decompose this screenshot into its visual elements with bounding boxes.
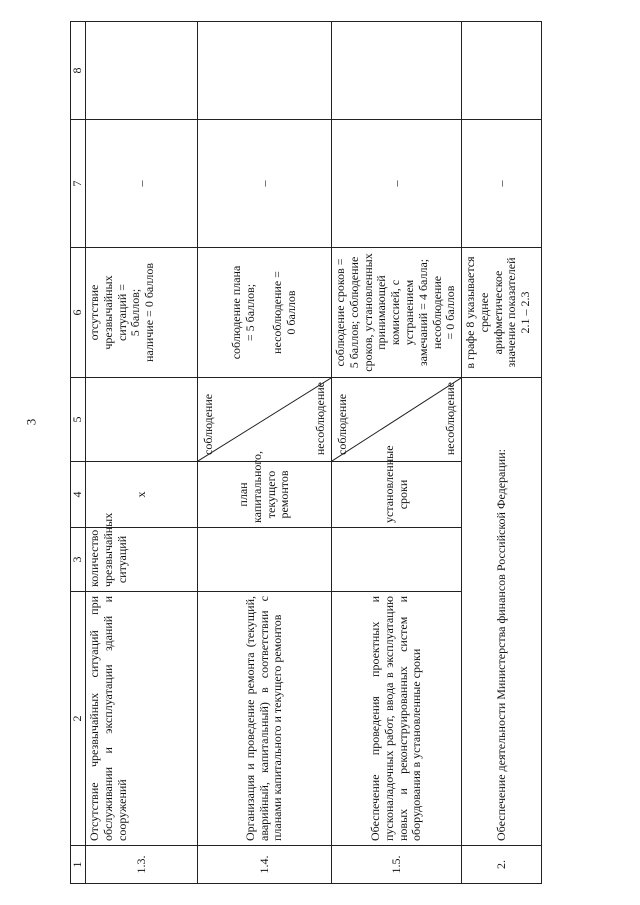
section-result xyxy=(462,22,542,120)
unit-cell: количество чрезвычайных ситуаций xyxy=(86,528,198,592)
page-number: 3 xyxy=(23,418,39,426)
header-col-7: 7 xyxy=(71,120,86,248)
indicator-name: Обеспечение проведения проектных и пусконаладочных работ, ввода в эксплуатацию новых и реконструированных систем и оборудования в установленные сроки xyxy=(332,592,462,846)
unit-cell xyxy=(198,528,332,592)
criteria-table xyxy=(70,21,542,884)
header-col-1: 1 xyxy=(71,846,86,884)
compliance-diagonal-cell xyxy=(198,378,332,462)
rotated-landscape-table xyxy=(70,22,554,884)
fact-cell xyxy=(86,378,198,462)
header-col-2: 2 xyxy=(71,592,86,846)
indicator-name: Организация и проведение ремонта (текущий, аварийный, капитальный) в соответствии с планами капитального и текущего ремонтов xyxy=(198,592,332,846)
header-col-8: 8 xyxy=(71,22,86,120)
section-row xyxy=(462,22,542,884)
header-col-3: 3 xyxy=(71,528,86,592)
table-row xyxy=(332,22,462,884)
criteria-cell: соблюдение сроков = 5 баллов; соблюдение сроков, установленных принимающей комиссией, с устранением замечаний = 4 балла; несоблюдение = 0 баллов xyxy=(332,248,462,378)
section-criteria: в графе 8 указывается среднее арифметическое значение показателей 2.1 – 2.3 xyxy=(462,248,542,378)
row-number: 1.5. xyxy=(332,846,462,884)
plan-cell: установленные сроки xyxy=(332,462,462,528)
result-cell xyxy=(332,22,462,120)
score-cell: – xyxy=(332,120,462,248)
header-col-5: 5 xyxy=(71,378,86,462)
compliance-diagonal-cell xyxy=(332,378,462,462)
criteria-cell: соблюдение плана = 5 баллов; несоблюдение = 0 баллов xyxy=(198,248,332,378)
score-cell: – xyxy=(198,120,332,248)
section-name: Обеспечение деятельности Министерства финансов Российской Федерации: xyxy=(462,378,542,846)
table-row xyxy=(198,22,332,884)
compliance-label: соблюдение xyxy=(335,393,349,455)
row-number: 1.3. xyxy=(86,846,198,884)
header-col-4: 4 xyxy=(71,462,86,528)
table-row xyxy=(86,22,198,884)
header-col-6: 6 xyxy=(71,248,86,378)
result-cell xyxy=(86,22,198,120)
diagonal-line xyxy=(198,378,331,461)
diagonal-line xyxy=(332,378,461,461)
noncompliance-label: несоблюдение xyxy=(442,382,457,456)
indicator-name: Отсутствие чрезвычайных ситуаций при обслуживании и эксплуатации зданий и сооружений xyxy=(86,592,198,846)
plan-cell: x xyxy=(86,462,198,528)
plan-cell: план капитального, текущего ремонтов xyxy=(198,462,332,528)
unit-cell xyxy=(332,528,462,592)
score-cell: – xyxy=(86,120,198,248)
result-cell xyxy=(198,22,332,120)
criteria-cell: отсутствие чрезвычайных ситуаций = 5 баллов; наличие = 0 баллов xyxy=(86,248,198,378)
compliance-label: соблюдение xyxy=(201,393,215,455)
section-score: – xyxy=(462,120,542,248)
row-number: 1.4. xyxy=(198,846,332,884)
header-row xyxy=(71,22,86,884)
section-number: 2. xyxy=(462,846,542,884)
noncompliance-label: несоблюдение xyxy=(312,382,327,456)
